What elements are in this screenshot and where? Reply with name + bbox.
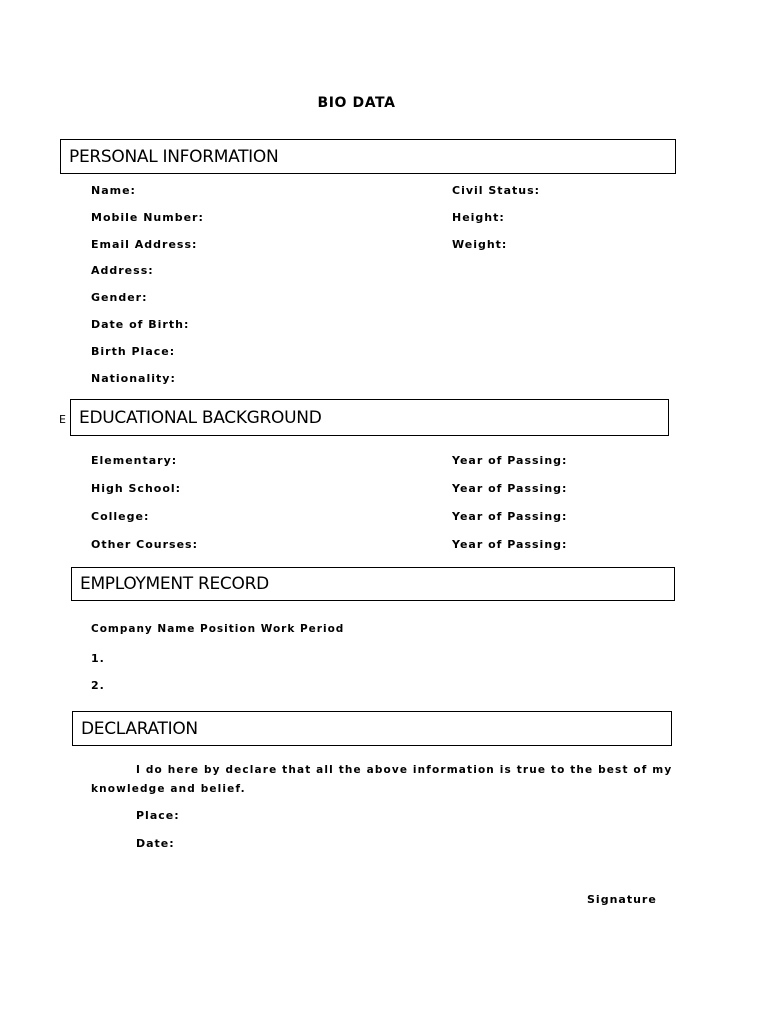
declaration-statement: I do here by declare that all the above information is true to the best of my knowledge and belief. [91, 764, 673, 795]
section-header-declaration: DECLARATION [72, 711, 672, 746]
section-header-educational-background: EDUCATIONAL BACKGROUND [70, 399, 669, 436]
field-nationality-label: Nationality: [91, 372, 176, 385]
signature-label: Signature [587, 893, 657, 906]
field-elementary-label: Elementary: [91, 454, 178, 467]
field-date-label: Date: [136, 837, 175, 850]
employment-row-number: 2. [91, 679, 105, 692]
stray-character: E [59, 413, 66, 426]
field-name-label: Name: [91, 184, 136, 197]
field-weight-label: Weight: [452, 238, 508, 251]
field-year-of-passing-label: Year of Passing: [452, 454, 568, 467]
field-date-of-birth-label: Date of Birth: [91, 318, 190, 331]
field-email-address-label: Email Address: [91, 238, 198, 251]
field-gender-label: Gender: [91, 291, 148, 304]
field-year-of-passing-label: Year of Passing: [452, 538, 568, 551]
field-birth-place-label: Birth Place: [91, 345, 176, 358]
employment-row-number: 1. [91, 652, 105, 665]
field-other-courses-label: Other Courses: [91, 538, 198, 551]
section-header-employment-record: EMPLOYMENT RECORD [71, 567, 675, 601]
field-year-of-passing-label: Year of Passing: [452, 482, 568, 495]
field-mobile-number-label: Mobile Number: [91, 211, 204, 224]
field-address-label: Address: [91, 264, 154, 277]
employment-table-header: Company Name Position Work Period [91, 623, 345, 635]
field-civil-status-label: Civil Status: [452, 184, 541, 197]
field-place-label: Place: [136, 809, 180, 822]
field-height-label: Height: [452, 211, 505, 224]
field-year-of-passing-label: Year of Passing: [452, 510, 568, 523]
field-high-school-label: High School: [91, 482, 182, 495]
section-header-personal-information: PERSONAL INFORMATION [60, 139, 676, 174]
field-college-label: College: [91, 510, 150, 523]
page-title: BIO DATA [317, 95, 396, 111]
